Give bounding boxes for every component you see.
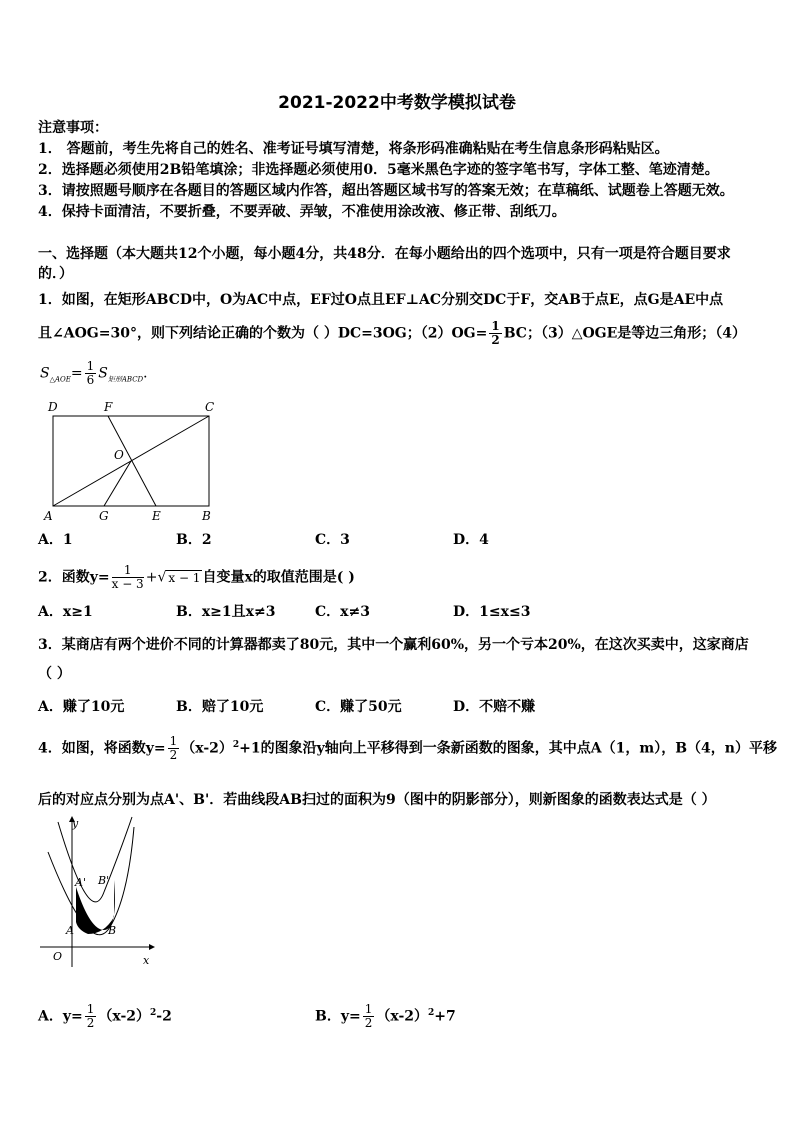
q2-option-c: C．x≠3 (315, 604, 370, 620)
q4-option-a (38, 1003, 172, 1030)
q1-s-right-sub: 矩形ABCD (107, 375, 144, 384)
q1-line2-b: BC；（3）△OGE是等边三角形；（4） (503, 325, 747, 342)
q1-s-left-sub: △AOE (49, 375, 71, 384)
q1-s-left: S (40, 365, 50, 382)
q1-option-d: D．4 (453, 532, 489, 548)
q1-s-right: S (98, 365, 108, 382)
q4-frac-num: 1 (169, 734, 178, 749)
q4-opt-b-pre: B．y= (315, 1008, 361, 1025)
q1-s-frac-num: 1 (86, 359, 95, 373)
q3-line1: 3．某商店有两个进价不同的计算器都卖了80元，其中一个赢利60%，另一个亏本20%，在这次买卖中，这家商店 (38, 637, 749, 653)
q2-frac-num: 1 (112, 564, 144, 578)
notice-item-3: 3．请按照题号顺序在各题目的答题区域内作答，超出答题区域书写的答案无效；在草稿纸、试题卷上答题无效。 (38, 183, 734, 199)
q2-suffix: 自变量x的取值范围是( ) (202, 569, 355, 586)
q2-sqrt-content: x − 1 (168, 570, 201, 585)
q1-label-b: B (202, 509, 211, 523)
q4-label-a-prime: A' (75, 876, 86, 889)
q1-option-b: B．2 (176, 532, 212, 548)
q4-opt-b-sup: 2 (428, 1008, 435, 1018)
notice-item-2: 2．选择题必须使用2B铅笔填涂；非选择题必须使用0．5毫米黑色字迹的签字笔书写，字体工整、笔迹清楚。 (38, 162, 719, 178)
q4-frac-den: 2 (169, 748, 178, 763)
q4-original-curve (48, 827, 134, 935)
q3-option-b: B．赔了10元 (176, 699, 264, 715)
q1-fraction (489, 320, 501, 347)
q4-opt-a-sup: 2 (150, 1008, 157, 1018)
q1-label-c: C (205, 400, 215, 414)
section1-line2: 的．） (38, 266, 73, 282)
q1-s-fraction (85, 360, 97, 387)
q4-line1 (38, 735, 777, 762)
q1-area-formula (40, 360, 157, 389)
q2-stem (38, 564, 355, 591)
q1-frac-num: 1 (491, 319, 500, 333)
q4-opt-b-fraction (363, 1003, 375, 1030)
q4-line1-b: （x-2） (181, 740, 233, 757)
notice-item-1: 1． 答题前，考生先将自己的姓名、准考证号填写清楚，将条形码准确粘贴在考生信息条形码粘贴区。 (38, 141, 669, 157)
q2-option-a: A．x≥1 (38, 604, 93, 620)
q1-label-g: G (99, 509, 109, 523)
q2-prefix: 2．函数y= (38, 569, 110, 586)
q1-s-frac-den: 6 (86, 373, 95, 387)
q4-opt-b-post: （x-2） (376, 1008, 428, 1025)
q4-opt-a-fraction (85, 1003, 97, 1030)
q4-opt-a-post: （x-2） (98, 1008, 151, 1025)
q4-label-y: y (72, 817, 79, 830)
q4-opt-a-pre: A．y= (38, 1008, 83, 1025)
q2-option-d: D．1≤x≤3 (453, 604, 531, 620)
q1-label-f: F (104, 400, 113, 414)
q2-option-b: B．x≥1且x≠3 (176, 604, 276, 620)
q3-option-a: A．赚了10元 (38, 699, 125, 715)
q3-option-d: D．不赔不赚 (453, 699, 536, 715)
q1-label-a: A (44, 509, 53, 523)
q4-line1-c: +1的图象沿y轴向上平移得到一条新函数的图象，其中点A（1，m），B（4，n）平移 (239, 740, 777, 757)
q4-sup: 2 (232, 740, 240, 750)
q4-opt-a-den: 2 (86, 1016, 95, 1031)
q4-label-b: B (108, 924, 117, 937)
q2-plus: + (145, 569, 158, 586)
q2-fraction (112, 564, 144, 591)
q2-sqrt-sign: √ (157, 569, 167, 586)
q1-eq: = (70, 365, 83, 382)
q4-opt-a-num: 1 (86, 1002, 95, 1017)
q3-line2: （ ） (38, 666, 71, 682)
q1-label-d: D (48, 400, 58, 414)
q1-frac-den: 2 (491, 333, 500, 347)
q2-frac-den: x − 3 (111, 577, 144, 591)
q3-option-c: C．赚了50元 (315, 699, 402, 715)
q1-option-a: A．1 (38, 532, 73, 548)
q1-line1: 1．如图，在矩形ABCD中，O为AC中点，EF过O点且EF⊥AC分别交DC于F，交AB于点E，点G是AE中点 (38, 292, 724, 308)
q1-option-c: C．3 (315, 532, 350, 548)
q4-label-x: x (143, 954, 150, 967)
q4-shifted-curve (58, 817, 132, 902)
section1-line1: 一、选择题（本大题共12个小题，每小题4分，共48分．在每小题给出的四个选项中，只有一项是符合题目要求 (38, 246, 731, 262)
q1-label-o: O (114, 448, 124, 462)
q4-opt-b-end: +7 (434, 1008, 456, 1025)
q4-label-a: A (66, 924, 74, 937)
q1-rectangle-figure (38, 396, 228, 526)
q1-line2-a: 且∠AOG=30°，则下列结论正确的个数为（ ）DC=3OG；（2）OG= (38, 325, 488, 342)
q4-line2: 后的对应点分别为点A'、B'．若曲线段AB扫过的面积为9（图中的阴影部分），则新图象的函数表达式是（ ） (38, 792, 716, 808)
q1-line2 (38, 320, 746, 347)
q4-option-b (315, 1003, 456, 1030)
q4-fraction (168, 735, 180, 762)
q4-opt-a-end: -2 (156, 1008, 172, 1025)
notice-item-4: 4．保持卡面清洁，不要折叠，不要弄破、弄皱，不准使用涂改液、修正带、刮纸刀。 (38, 204, 566, 220)
q4-label-o: O (53, 950, 63, 963)
q4-parabola-figure (38, 812, 163, 972)
notice-heading: 注意事项： (38, 120, 108, 136)
q1-s-end: ． (143, 365, 158, 382)
q4-opt-b-num: 1 (364, 1002, 373, 1017)
q1-label-e: E (152, 509, 161, 523)
q4-line1-a: 4．如图，将函数y= (38, 740, 166, 757)
q1-line-og (104, 461, 131, 506)
page-title: 2021-2022中考数学模拟试卷 (278, 93, 516, 113)
q4-label-b-prime: B' (98, 874, 110, 887)
q4-opt-b-den: 2 (364, 1016, 373, 1031)
